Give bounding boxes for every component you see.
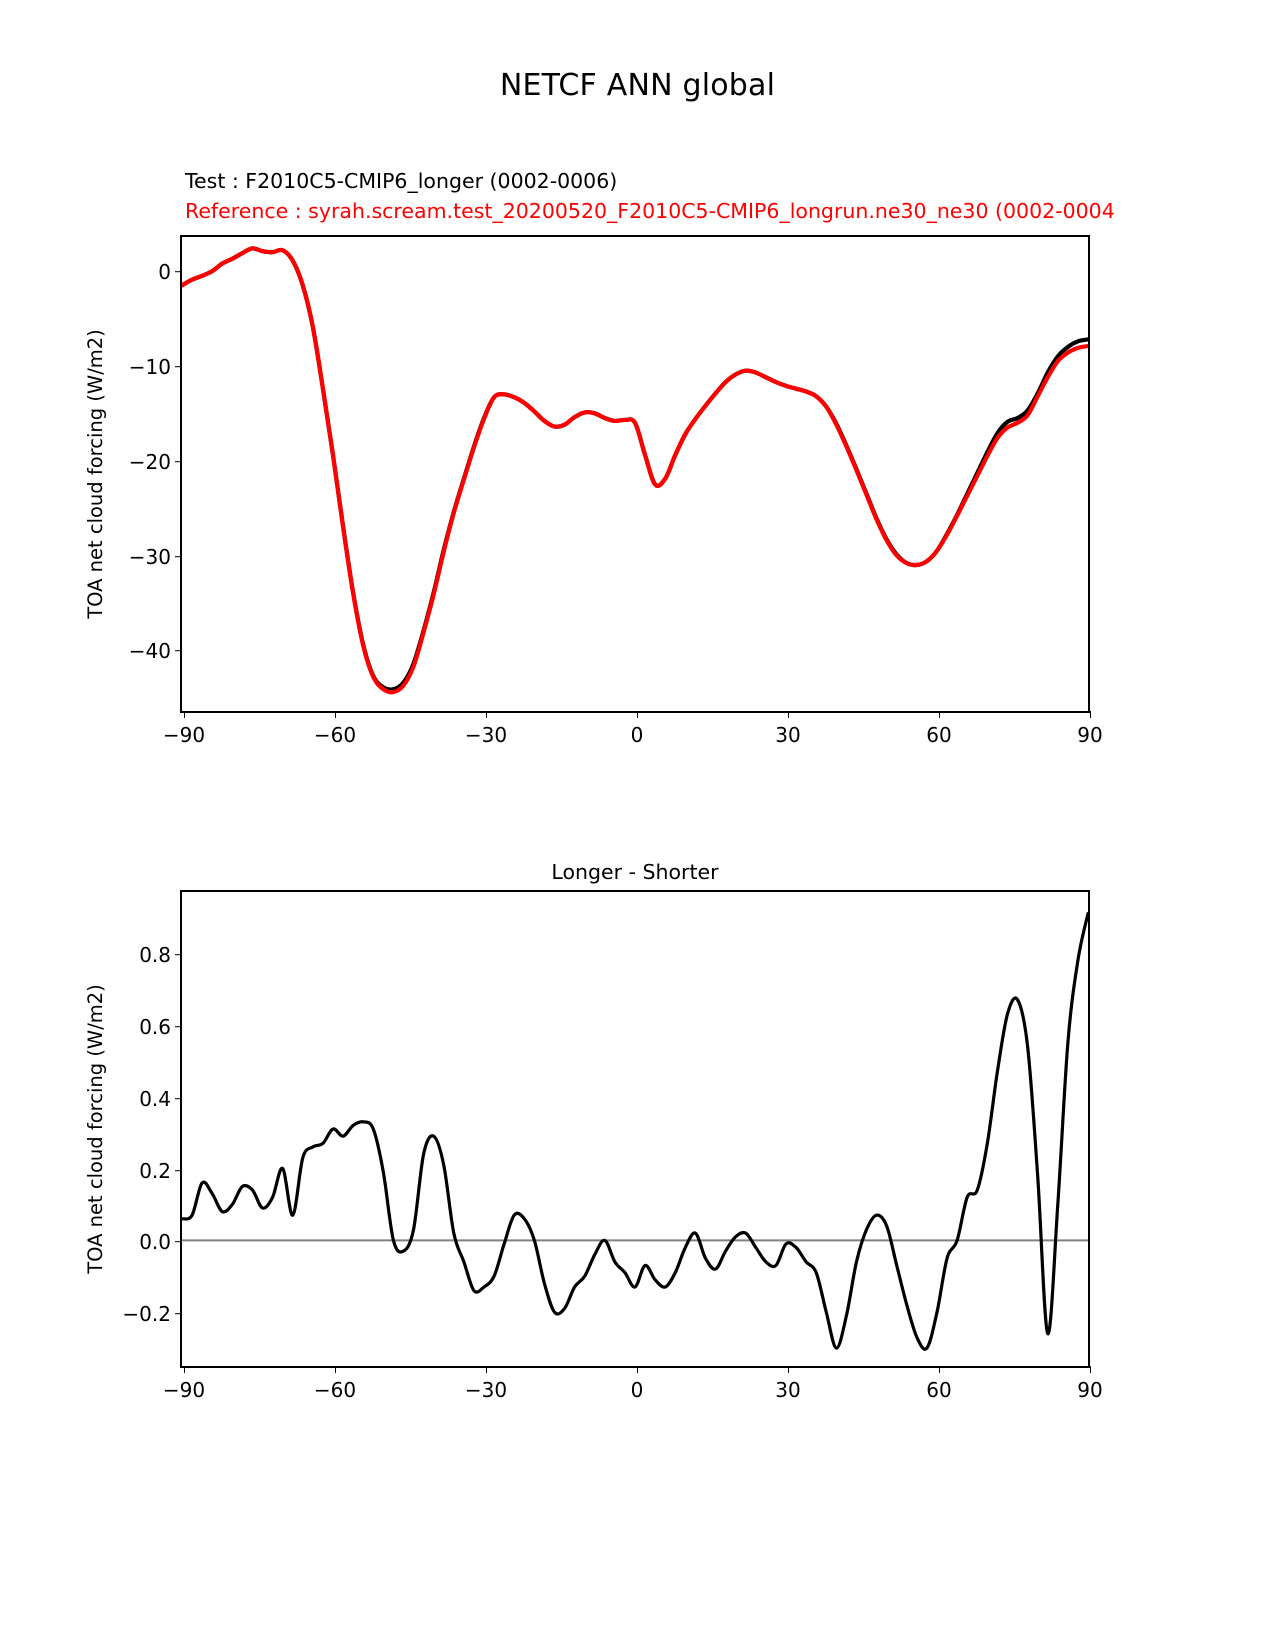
bottom-chart-title: Longer - Shorter [551, 860, 719, 884]
x-tick-mark [637, 711, 638, 718]
y-tick-label: 0.6 [139, 1014, 171, 1039]
y-tick-label: 0.0 [139, 1230, 171, 1255]
plot-legend [185, 166, 1275, 227]
y-tick-mark [175, 954, 182, 955]
x-tick-mark [486, 1366, 487, 1373]
x-tick-mark [335, 1366, 336, 1373]
legend-reference-label: Reference : syrah.scream.test_20200520_F2010C5-CMIP6_longrun.ne30_ne30 (0002-0004 [185, 199, 1115, 224]
x-tick-label: −30 [464, 723, 508, 747]
y-tick-mark [175, 651, 182, 652]
y-tick-label: −40 [128, 639, 171, 664]
x-tick-mark [1090, 1366, 1091, 1373]
y-tick-mark [175, 271, 182, 272]
x-tick-mark [637, 1366, 638, 1373]
top-chart-y-axis-label: TOA net cloud forcing (W/m2) [84, 329, 107, 619]
top-chart-x-ticks [162, 237, 1103, 747]
y-tick-label: −20 [128, 449, 171, 474]
x-tick-mark [335, 711, 336, 718]
x-tick-label: 30 [775, 723, 801, 747]
y-tick-mark [175, 1026, 182, 1027]
figure-title: NETCF ANN global [499, 68, 776, 103]
x-tick-label: 60 [926, 1378, 952, 1402]
x-tick-mark [486, 711, 487, 718]
legend-test-label: Test : F2010C5-CMIP6_longer (0002-0006) [185, 169, 618, 193]
x-tick-label: 60 [926, 723, 952, 747]
x-tick-mark [939, 711, 940, 718]
bottom-chart-y-axis-label: TOA net cloud forcing (W/m2) [84, 984, 107, 1274]
x-tick-label: −60 [313, 1378, 357, 1402]
x-tick-label: 30 [775, 1378, 801, 1402]
y-tick-label: −0.2 [122, 1302, 171, 1327]
y-tick-mark [175, 1170, 182, 1171]
x-tick-label: −60 [313, 723, 357, 747]
x-tick-label: 0 [630, 1378, 644, 1402]
y-tick-label: 0 [158, 260, 171, 285]
x-tick-label: 0 [630, 723, 644, 747]
x-tick-label: −30 [464, 1378, 508, 1402]
y-tick-mark [175, 366, 182, 367]
x-tick-mark [1090, 711, 1091, 718]
x-tick-label: 90 [1077, 723, 1103, 747]
x-tick-mark [788, 1366, 789, 1373]
y-tick-mark [175, 1098, 182, 1099]
y-tick-label: 0.4 [139, 1086, 171, 1111]
y-tick-mark [175, 1313, 182, 1314]
x-tick-mark [939, 1366, 940, 1373]
bottom-chart-plot-area [122, 890, 1103, 1402]
x-tick-label: −90 [162, 1378, 206, 1402]
y-tick-mark [175, 461, 182, 462]
y-tick-label: 0.8 [139, 943, 171, 968]
x-tick-mark [184, 711, 185, 718]
x-tick-mark [184, 1366, 185, 1373]
y-tick-label: −30 [128, 544, 171, 569]
x-tick-mark [788, 711, 789, 718]
x-tick-label: 90 [1077, 1378, 1103, 1402]
y-tick-label: 0.2 [139, 1158, 171, 1183]
y-tick-label: −10 [128, 354, 171, 379]
y-tick-mark [175, 556, 182, 557]
x-tick-label: −90 [162, 723, 206, 747]
bottom-chart-x-ticks [162, 892, 1103, 1402]
y-tick-mark [175, 1242, 182, 1243]
top-chart-plot-area [128, 235, 1103, 747]
